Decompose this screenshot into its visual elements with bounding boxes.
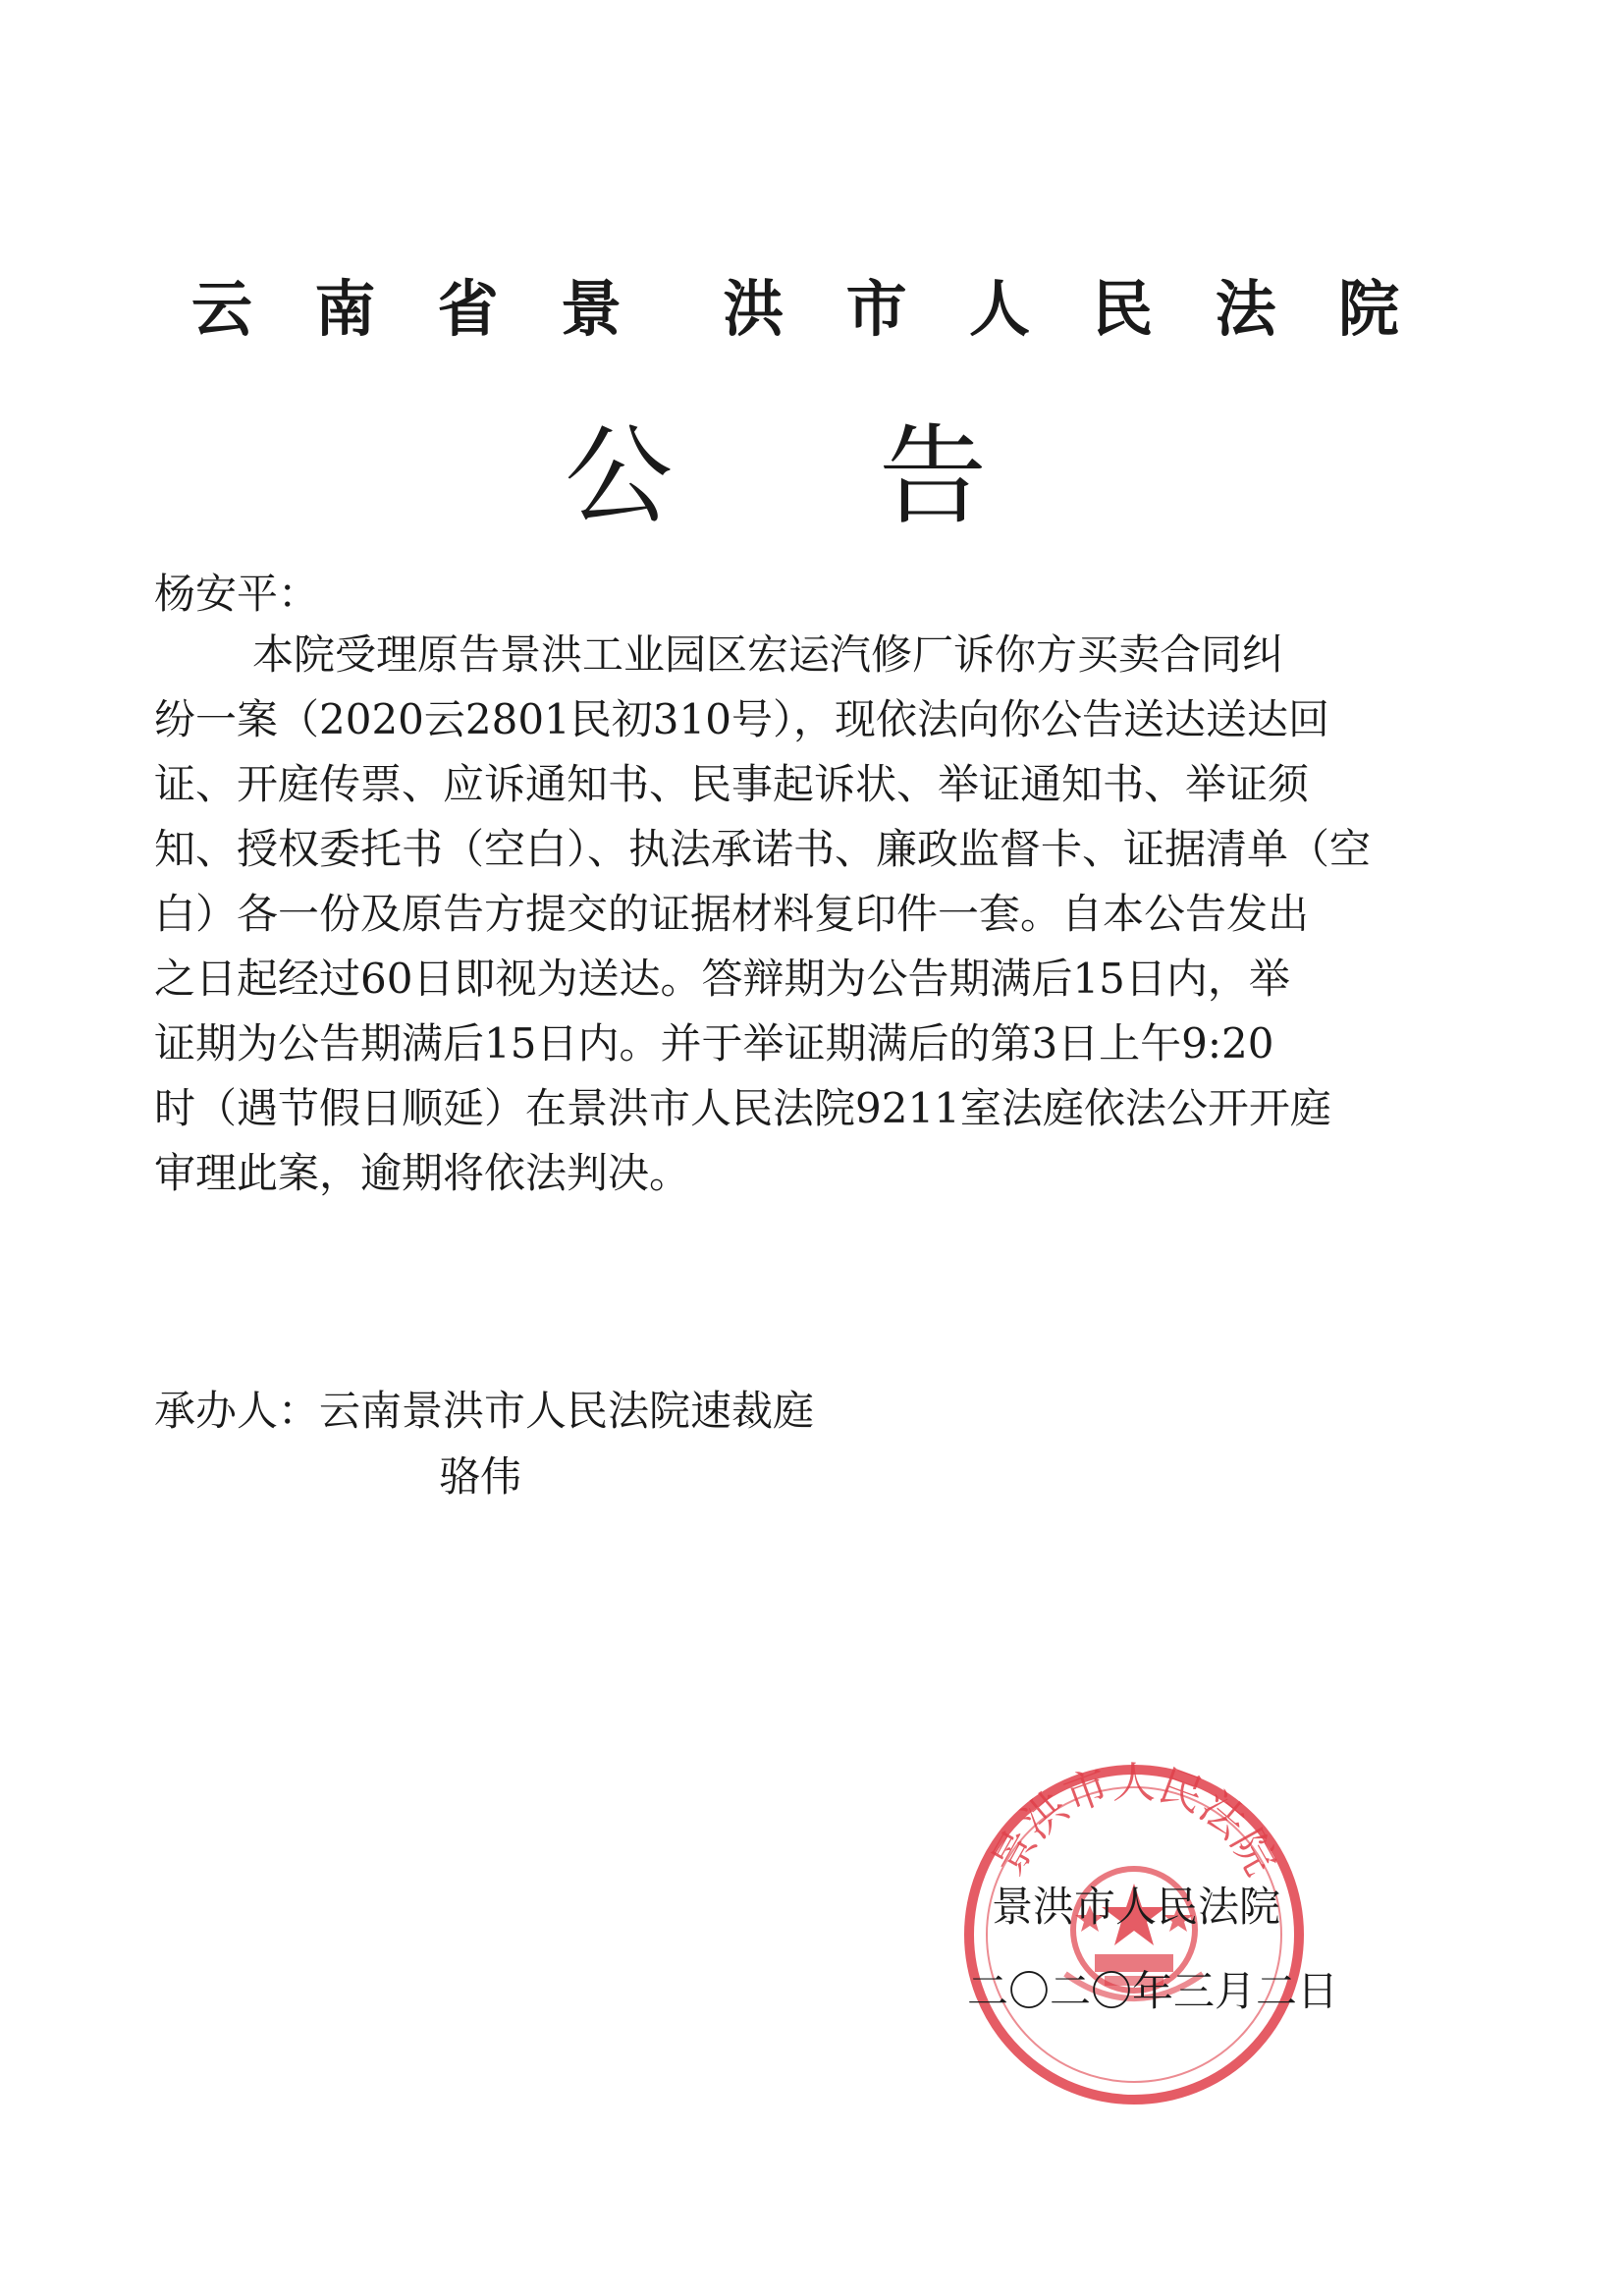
court-char: 院 <box>1337 273 1399 345</box>
body-line: 知、授权委托书（空白）、执法承诺书、廉政监督卡、证据清单（空 <box>154 825 1372 873</box>
title-char: 公 <box>565 413 673 539</box>
signing-court: 景洪市人民法院 <box>992 1883 1281 1931</box>
body-line: 白）各一份及原告方提交的证据材料复印件一套。自本公告发出 <box>154 890 1310 938</box>
court-char: 云 <box>191 273 253 345</box>
court-name-heading <box>191 265 1399 354</box>
addressee: 杨安平： <box>154 570 320 618</box>
court-char: 省 <box>437 273 499 345</box>
body-line: 纷一案（2020云2801民初310号），现依法向你公告送达送达回 <box>154 695 1329 743</box>
court-char: 人 <box>968 273 1030 345</box>
court-char: 洪 <box>723 273 784 345</box>
handler-label: 承办人： <box>154 1387 320 1435</box>
court-char: 民 <box>1092 273 1154 345</box>
body-line: 时（遇节假日顺延）在景洪市人民法院9211室法庭依法公开开庭 <box>154 1084 1331 1132</box>
body-line: 证、开庭传票、应诉通知书、民事起诉状、举证通知书、举证须 <box>154 760 1310 808</box>
title-char: 告 <box>879 413 987 539</box>
handler-department: 云南景洪市人民法院速裁庭 <box>319 1387 815 1435</box>
court-char: 法 <box>1215 273 1276 345</box>
notice-body <box>154 623 1391 1206</box>
court-char: 市 <box>845 273 907 345</box>
court-char: 南 <box>314 273 376 345</box>
body-line: 之日起经过60日即视为送达。答辩期为公告期满后15日内，举 <box>154 955 1290 1003</box>
body-line: 本院受理原告景洪工业园区宏运汽修厂诉你方买卖合同纠 <box>252 630 1284 679</box>
handler-name: 骆伟 <box>439 1452 522 1501</box>
body-line: 审理此案，逾期将依法判决。 <box>154 1149 691 1197</box>
signing-date: 二〇二〇年三月二日 <box>967 1967 1339 2015</box>
notice-title <box>565 412 987 540</box>
handler-line <box>154 1379 814 1444</box>
court-char: 景 <box>560 273 622 345</box>
body-line: 证期为公告期满后15日内。并于举证期满后的第3日上午9:20 <box>154 1019 1274 1067</box>
seal-arc-text: 景洪市人民法院 <box>982 1758 1286 1885</box>
